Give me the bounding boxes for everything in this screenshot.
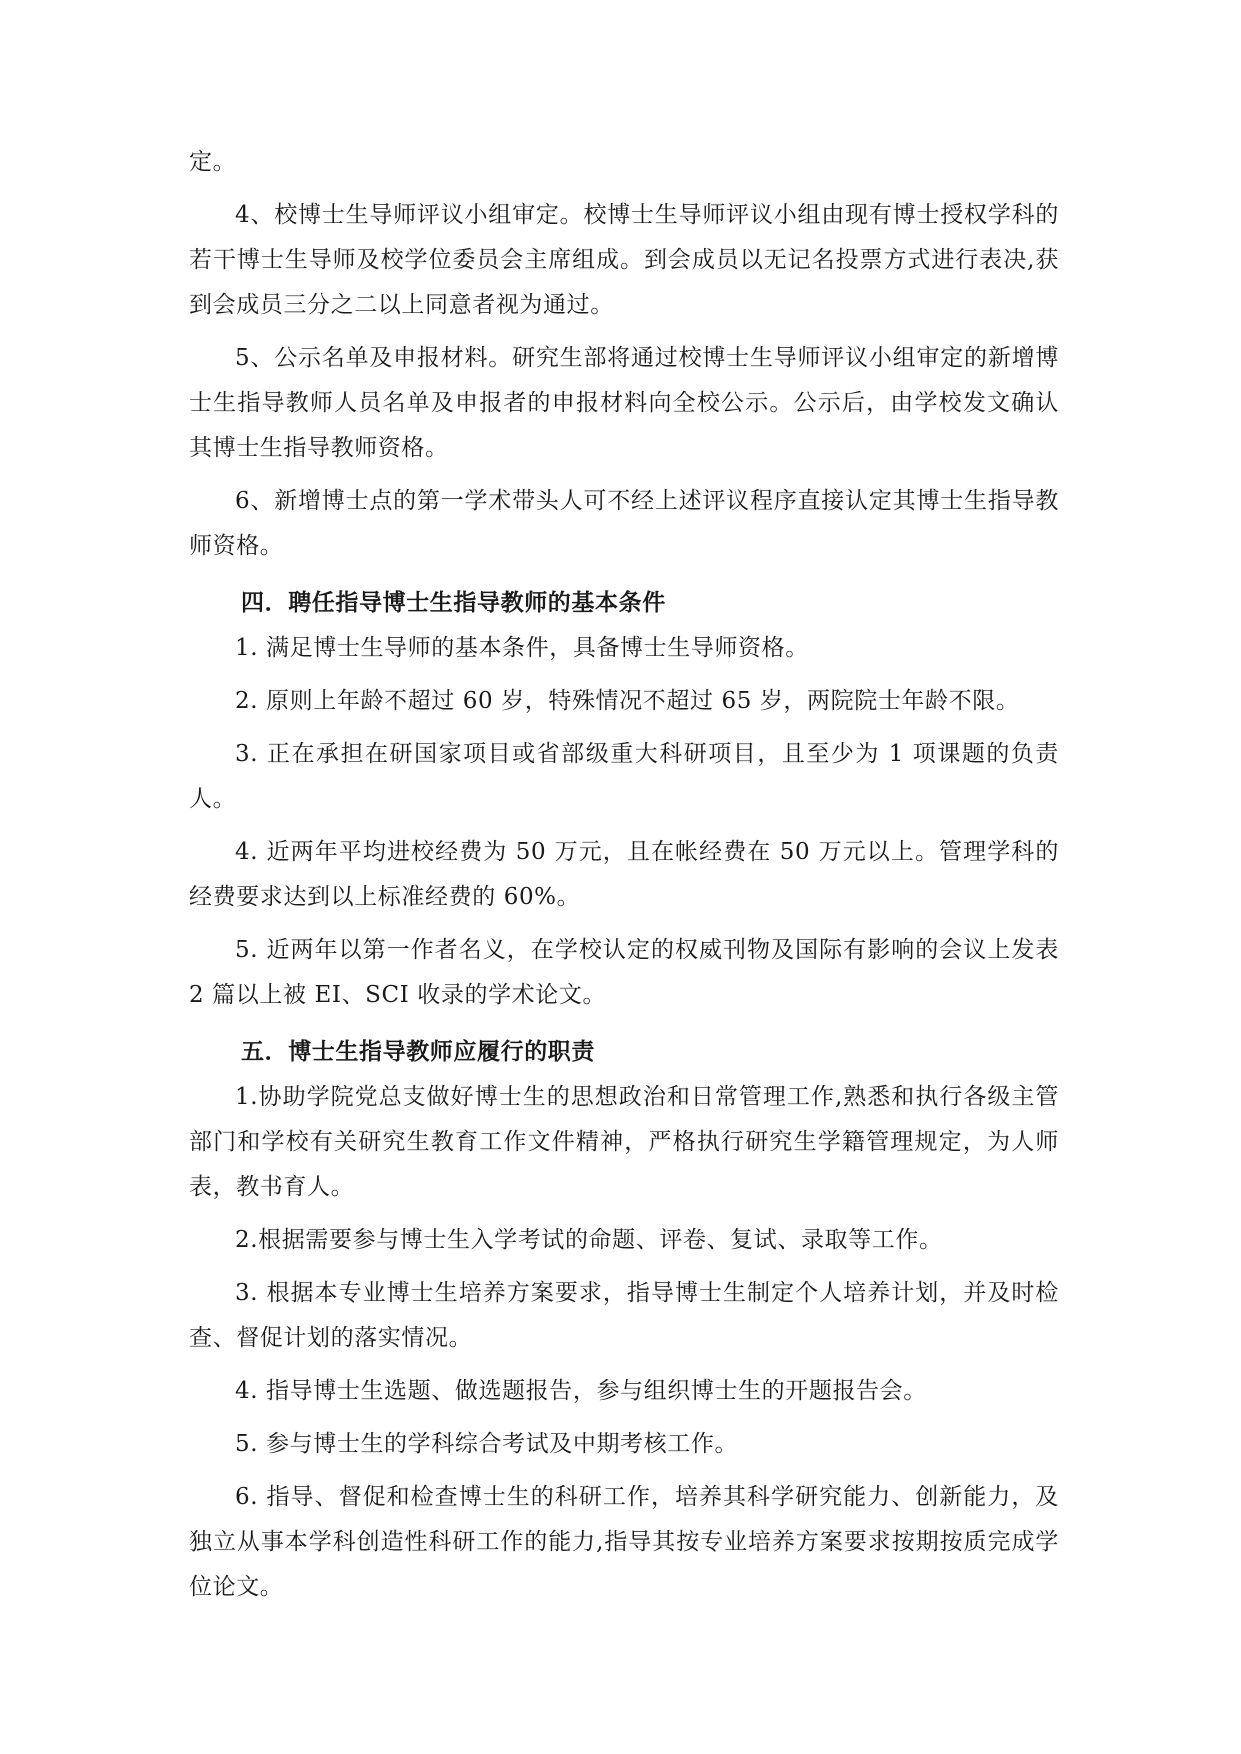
section-5-item-1: 1.协助学院党总支做好博士生的思想政治和日常管理工作,熟悉和执行各级主管部门和学校有关研究生教育工作文件精神，严格执行研究生学籍管理规定，为人师表，教书育人。: [189, 1084, 1059, 1200]
section-4-heading: 四．聘任指导博士生指导教师的基本条件: [241, 590, 666, 616]
paragraph-step-5: 5、公示名单及申报材料。研究生部将通过校博士生导师评议小组审定的新增博士生指导教师人员名单及申报者的申报材料向全校公示。公示后，由学校发文确认其博士生指导教师资格。: [189, 345, 1059, 461]
section-5-item-5: 5. 参与博士生的学科综合考试及中期考核工作。: [235, 1431, 739, 1457]
section-5-item-6: 6. 指导、督促和检查博士生的科研工作，培养其科学研究能力、创新能力，及独立从事本学科创造性科研工作的能力,指导其按专业培养方案要求按期按质完成学位论文。: [189, 1484, 1059, 1600]
section-4-item-5: 5. 近两年以第一作者名义，在学校认定的权威刊物及国际有影响的会议上发表 2 篇以上被 EI、SCI 收录的学术论文。: [189, 937, 1059, 1008]
section-4-item-4: 4. 近两年平均进校经费为 50 万元，且在帐经费在 50 万元以上。管理学科的经费要求达到以上标准经费的 60%。: [189, 839, 1059, 910]
section-5-heading: 五．博士生指导教师应履行的职责: [241, 1039, 595, 1065]
section-5-item-3: 3. 根据本专业博士生培养方案要求，指导博士生制定个人培养计划，并及时检查、督促计划的落实情况。: [189, 1280, 1059, 1351]
section-5-item-2: 2.根据需要参与博士生入学考试的命题、评卷、复试、录取等工作。: [235, 1227, 943, 1253]
section-5-item-4: 4. 指导博士生选题、做选题报告，参与组织博士生的开题报告会。: [235, 1378, 927, 1404]
section-4-item-3: 3. 正在承担在研国家项目或省部级重大科研项目，且至少为 1 项课题的负责人。: [189, 741, 1059, 812]
paragraph-step-4: 4、校博士生导师评议小组审定。校博士生导师评议小组由现有博士授权学科的若干博士生导师及校学位委员会主席组成。到会成员以无记名投票方式进行表决,获到会成员三分之二以上同意者视为通过。: [189, 202, 1059, 318]
paragraph-continuation: 定。: [189, 149, 237, 175]
paragraph-step-6: 6、新增博士点的第一学术带头人可不经上述评议程序直接认定其博士生指导教师资格。: [189, 488, 1059, 559]
document-page: [189, 140, 1059, 1610]
section-4-item-1: 1. 满足博士生导师的基本条件，具备博士生导师资格。: [235, 635, 809, 661]
section-4-item-2: 2. 原则上年龄不超过 60 岁，特殊情况不超过 65 岁，两院院士年龄不限。: [235, 688, 1020, 714]
